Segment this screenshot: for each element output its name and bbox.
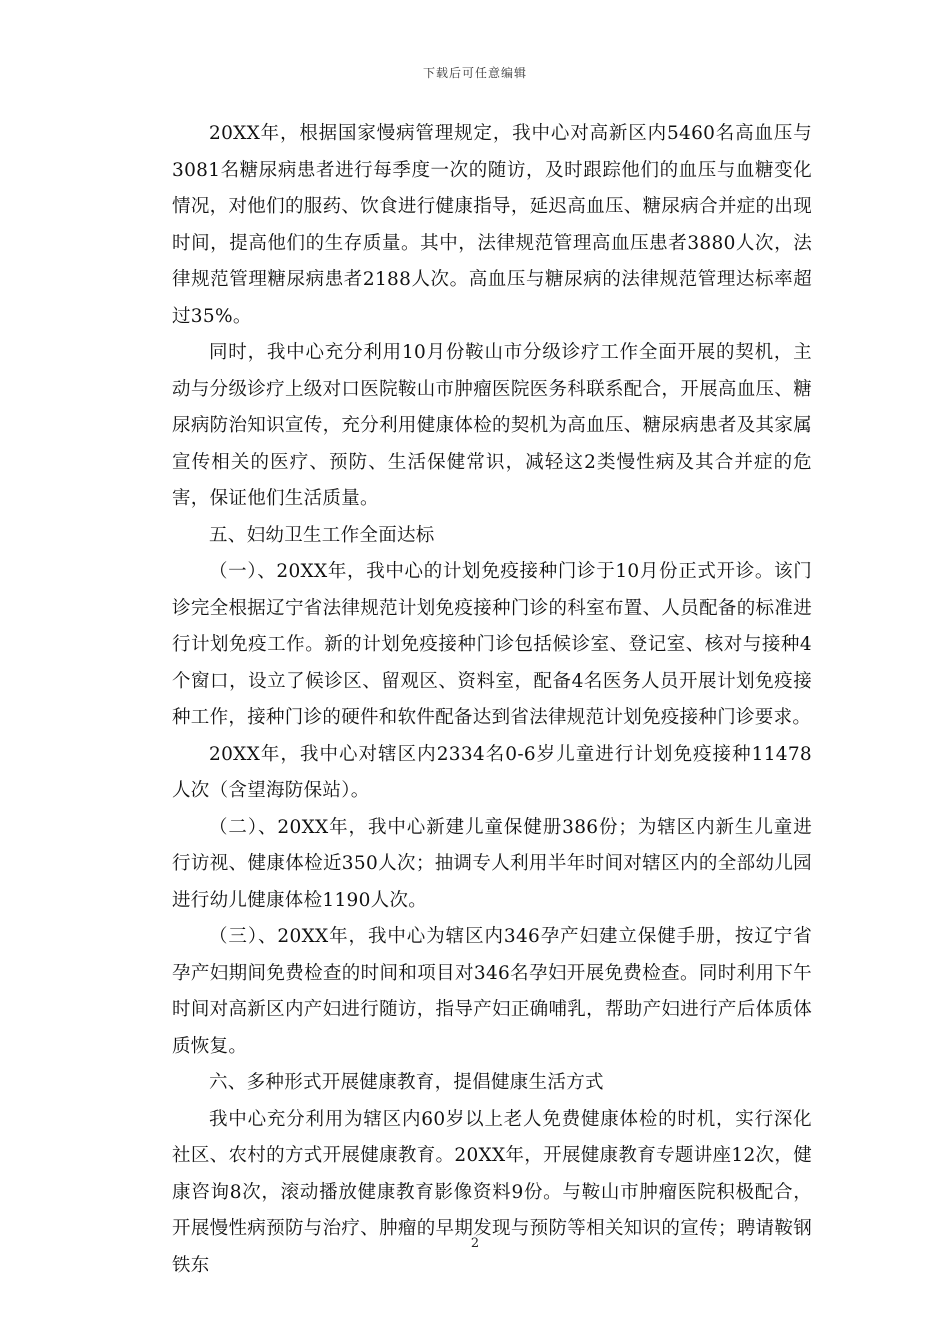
- paragraph-tiered-care-publicity: 同时，我中心充分利用10月份鞍山市分级诊疗工作全面开展的契机，主动与分级诊疗上级对口医院鞍山市肿瘤医院医务科联系配合，开展高血压、糖尿病防治知识宣传，充分利用健康体检的契机为高血压、糖尿病患者及其家属宣传相关的医疗、预防、生活保健常识，减轻这2类慢性病及其合并症的危害，保证他们生活质量。: [172, 342, 812, 509]
- paragraph-vaccination-clinic: （一）、20XX年，我中心的计划免疫接种门诊于10月份正式开诊。该门诊完全根据辽宁省法律规范计划免疫接种门诊的科室布置、人员配备的标准进行计划免疫工作。新的计划免疫接种门诊包括候诊室、登记室、核对与接种4个窗口，设立了候诊区、留观区、资料室，配备4名医务人员开展计划免疫接种工作，接种门诊的硬件和软件配备达到省法律规范计划免疫接种门诊要求。: [172, 561, 812, 728]
- paragraph-health-education: 我中心充分利用为辖区内60岁以上老人免费健康体检的时机，实行深化社区、农村的方式开展健康教育。20XX年，开展健康教育专题讲座12次，健康咨询8次，滚动播放健康教育影像资料9份。与鞍山市肿瘤医院积极配合，开展慢性病预防与治疗、肿瘤的早期发现与预防等相关知识的宣传；聘请鞍钢铁东: [172, 1108, 812, 1276]
- paragraph-maternal-care: （三）、20XX年，我中心为辖区内346孕产妇建立保健手册，按辽宁省孕产妇期间免费检查的时间和项目对346名孕妇开展免费检查。同时利用下午时间对高新区内产妇进行随访，指导产妇正确哺乳，帮助产妇进行产后体质体质恢复。: [172, 926, 812, 1057]
- section-heading-maternal-child-health: 五、妇幼卫生工作全面达标: [209, 524, 435, 546]
- section-heading-health-education: 六、多种形式开展健康教育，提倡健康生活方式: [209, 1072, 604, 1093]
- page-number: 2: [470, 1236, 480, 1251]
- paragraph-vaccination-stats: 20XX年，我中心对辖区内2334名0-6岁儿童进行计划免疫接种11478人次（含望海防保站）。: [172, 743, 812, 801]
- paragraph-chronic-disease-followup: 20XX年，根据国家慢病管理规定，我中心对高新区内5460名高血压与3081名糖尿病患者进行每季度一次的随访，及时跟踪他们的血压与血糖变化情况，对他们的服药、饮食进行健康指导，延迟高血压、糖尿病合并症的出现时间，提高他们的生存质量。其中，法律规范管理高血压患者3880人次，法律规范管理糖尿病患者2188人次。高血压与糖尿病的法律规范管理达标率超过35%。: [172, 123, 812, 327]
- document-body: [172, 116, 812, 1284]
- page-header: 下载后可任意编辑: [422, 66, 527, 80]
- paragraph-child-healthcare: （二）、20XX年，我中心新建儿童保健册386份；为辖区内新生儿童进行访视、健康体检近350人次；抽调专人利用半年时间对辖区内的全部幼儿园进行幼儿健康体检1190人次。: [172, 816, 812, 911]
